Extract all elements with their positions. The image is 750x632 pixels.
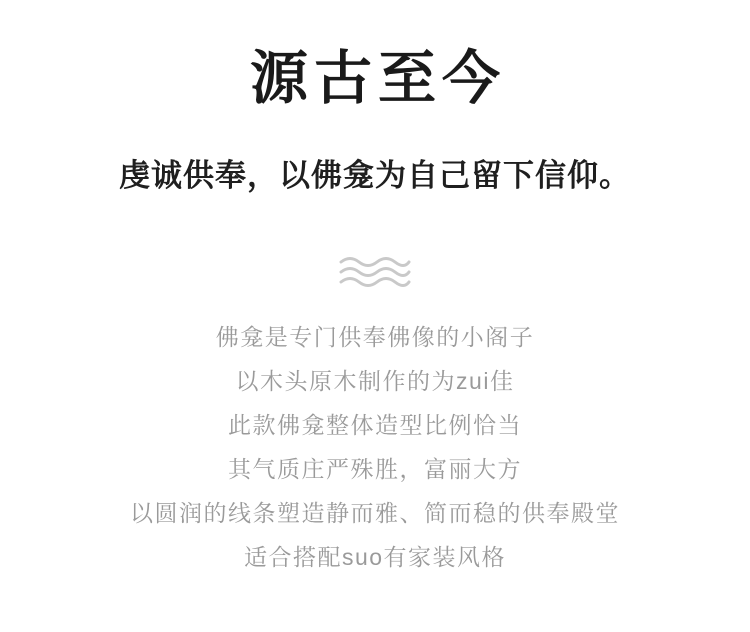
body-line: 其气质庄严殊胜，富丽大方 <box>228 455 522 482</box>
body-line: 此款佛龛整体造型比例恰当 <box>228 411 522 438</box>
page-subtitle: 虔诚供奉，以佛龛为自己留下信仰。 <box>119 157 631 193</box>
body-line: 以木头原木制作的为zui佳 <box>235 367 515 394</box>
page-title: 源古至今 <box>249 46 506 111</box>
body-line: 以圆润的线条塑造静而雅、简而稳的供奉殿堂 <box>130 499 620 526</box>
body-text-block <box>130 295 620 579</box>
wave-divider <box>337 195 413 295</box>
wave-divider-icon <box>337 255 413 289</box>
body-line: 适合搭配suo有家装风格 <box>243 543 507 570</box>
body-line: 佛龛是专门供奉佛像的小阁子 <box>215 323 535 350</box>
